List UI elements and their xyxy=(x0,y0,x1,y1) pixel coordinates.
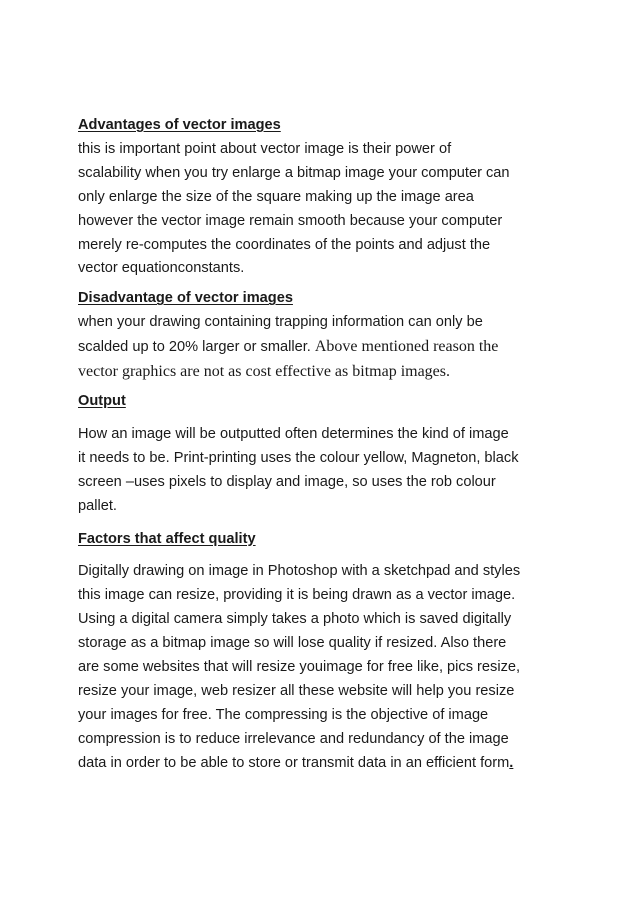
heading-output: Output xyxy=(78,392,126,409)
document-page xyxy=(78,114,578,776)
text-line: when your drawing containing trapping information can only be xyxy=(78,314,483,331)
paragraph-output xyxy=(78,423,578,519)
paragraph-factors xyxy=(78,560,578,775)
text-line: only enlarge the size of the square making up the image area xyxy=(78,188,474,205)
text-line-last xyxy=(78,752,578,776)
text-line: vector equationconstants. xyxy=(78,260,245,277)
paragraph-disadvantage xyxy=(78,311,578,384)
text-line-mixed xyxy=(78,335,578,360)
text-line: your images for free. The compressing is the objective of image xyxy=(78,706,489,723)
section-disadvantage xyxy=(78,287,578,384)
heading-disadvantage: Disadvantage of vector images xyxy=(78,290,293,307)
text-line: storage as a bitmap image so will lose quality if resized. Also there xyxy=(78,635,507,652)
text-line: Digitally drawing on image in Photoshop with a sketchpad and styles xyxy=(78,563,521,580)
text-line: are some websites that will resize youimage for free like, pics resize, xyxy=(78,659,521,676)
section-output xyxy=(78,390,578,519)
text-line-serif: vector graphics are not as cost effective as bitmap images. xyxy=(78,363,451,381)
text-line: however the vector image remain smooth because your computer xyxy=(78,212,503,229)
text-span-serif: Above mentioned reason the xyxy=(314,338,499,356)
heading-advantages: Advantages of vector images xyxy=(78,117,281,133)
text-line: scalability when you try enlarge a bitmap image your computer can xyxy=(78,164,510,181)
paragraph-advantages xyxy=(78,138,578,281)
text-line: this image can resize, providing it is being drawn as a vector image. xyxy=(78,587,516,604)
final-period: . xyxy=(509,754,514,771)
text-line: How an image will be outputted often determines the kind of image xyxy=(78,425,509,442)
text-line: resize your image, web resizer all these website will help you resize xyxy=(78,682,515,699)
text-line: screen –uses pixels to display and image, so uses the rob colour xyxy=(78,473,496,490)
heading-factors: Factors that affect quality xyxy=(78,530,256,547)
text-line: merely re-computes the coordinates of the points and adjust the xyxy=(78,236,491,253)
text-span: data in order to be able to store or transmit data in an efficient form xyxy=(78,754,510,771)
section-advantages xyxy=(78,114,578,281)
text-span-sans: scalded up to 20% larger or smaller. xyxy=(78,339,315,356)
text-line: this is important point about vector image is their power of xyxy=(78,140,452,157)
section-factors xyxy=(78,528,578,776)
text-line: pallet. xyxy=(78,497,117,514)
text-line: it needs to be. Print-printing uses the colour yellow, Magneton, black xyxy=(78,449,519,466)
text-line: compression is to reduce irrelevance and redundancy of the image xyxy=(78,730,509,747)
text-line: Using a digital camera simply takes a photo which is saved digitally xyxy=(78,611,512,628)
